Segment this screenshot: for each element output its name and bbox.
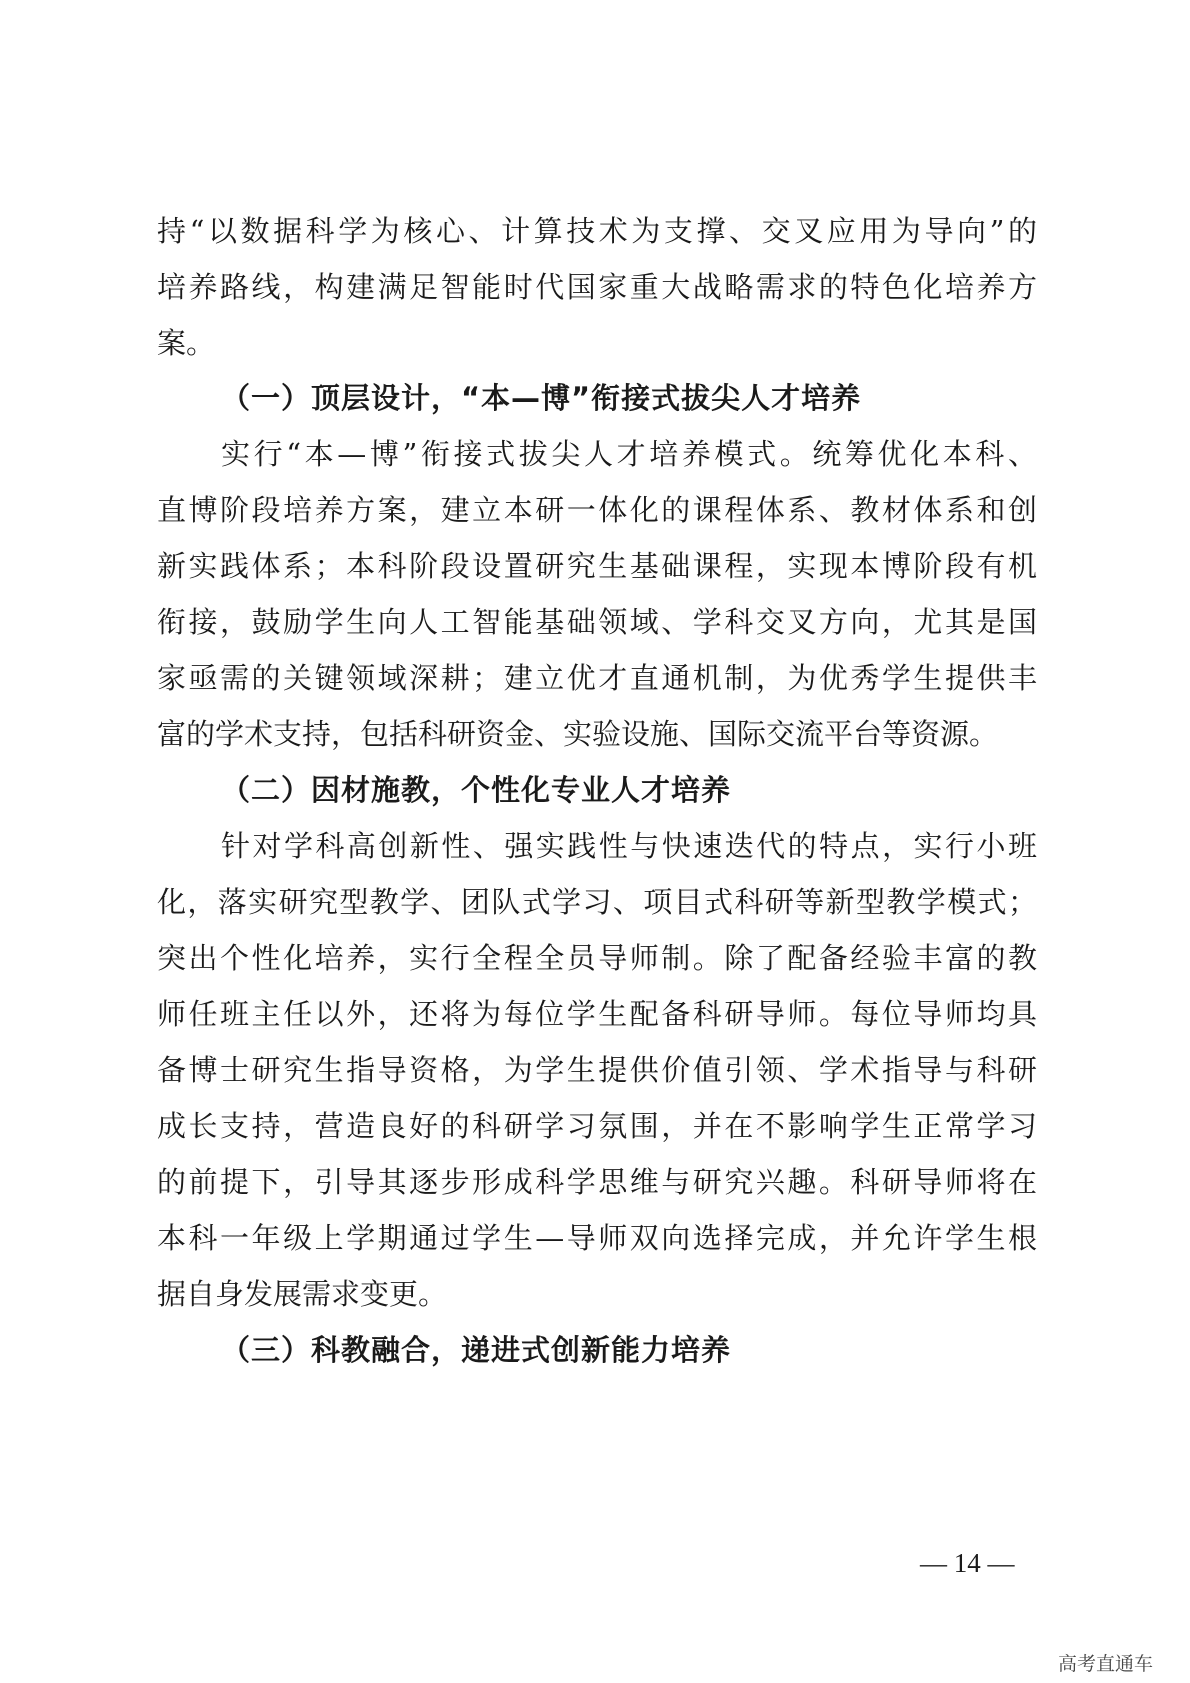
section2-line-7: 的前提下，引导其逐步形成科学思维与研究兴趣。科研导师将在 xyxy=(157,1165,1037,1199)
section2-line-5: 备博士研究生指导资格，为学生提供价值引领、学术指导与科研 xyxy=(157,1053,1037,1087)
section2-line-3: 突出个性化培养，实行全程全员导师制。除了配备经验丰富的教 xyxy=(157,941,1037,975)
section1-line-5: 家亟需的关键领域深耕；建立优才直通机制，为优秀学生提供丰 xyxy=(157,661,1037,695)
section1-line-1: 实行“本—博”衔接式拔尖人才培养模式。统筹优化本科、 xyxy=(221,437,1037,471)
intro-line-3: 案。 xyxy=(157,326,216,360)
section2-line-2: 化，落实研究型教学、团队式学习、项目式科研等新型教学模式； xyxy=(157,885,1037,919)
intro-line-1: 持“以数据科学为核心、计算技术为支撑、交叉应用为导向”的 xyxy=(157,214,1037,248)
section1-heading: （一）顶层设计，“本—博”衔接式拔尖人才培养 xyxy=(221,381,862,415)
section2-line-4: 师任班主任以外，还将为每位学生配备科研导师。每位导师均具 xyxy=(157,997,1037,1031)
section2-heading: （二）因材施教，个性化专业人才培养 xyxy=(221,773,732,807)
section1-line-4: 衔接，鼓励学生向人工智能基础领域、学科交叉方向，尤其是国 xyxy=(157,605,1037,639)
intro-line-2: 培养路线，构建满足智能时代国家重大战略需求的特色化培养方 xyxy=(157,270,1037,304)
watermark-label: 高考直通车 xyxy=(1058,1653,1154,1675)
section2-line-6: 成长支持，营造良好的科研学习氛围，并在不影响学生正常学习 xyxy=(157,1109,1037,1143)
section3-heading: （三）科教融合，递进式创新能力培养 xyxy=(221,1333,732,1367)
section2-line-8: 本科一年级上学期通过学生—导师双向选择完成，并允许学生根 xyxy=(157,1221,1037,1255)
section2-line-1: 针对学科高创新性、强实践性与快速迭代的特点，实行小班 xyxy=(221,829,1037,863)
section1-line-3: 新实践体系；本科阶段设置研究生基础课程，实现本博阶段有机 xyxy=(157,549,1037,583)
section1-line-6: 富的学术支持，包括科研资金、实验设施、国际交流平台等资源。 xyxy=(157,717,999,751)
section1-line-2: 直博阶段培养方案，建立本研一体化的课程体系、教材体系和创 xyxy=(157,493,1037,527)
section2-line-9: 据自身发展需求变更。 xyxy=(157,1277,448,1311)
page-number: — 14 — xyxy=(920,1548,1015,1578)
